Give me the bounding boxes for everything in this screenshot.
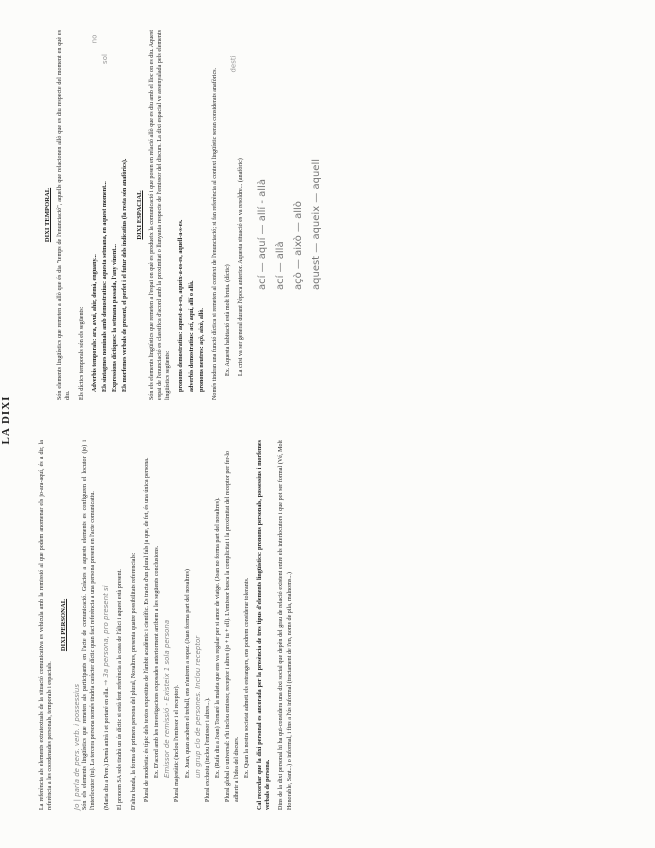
personal-heading: DIXI PERSONAL	[60, 598, 68, 652]
margin-note-2: sol	[100, 54, 109, 64]
intro-paragraph: La referència als elements extratextuals de la situació comunicativa es vehicula amb la remissió al que podem anomenar els jo-ara-aquí, és a dir, la referència a les coordenades personals, temporals i espacials.	[39, 440, 54, 810]
espacial-item: adverbis demostratius: ací, aquí, allí o allà.	[188, 280, 195, 392]
espacial-list	[177, 30, 206, 400]
margin-note-1: no	[90, 34, 99, 44]
temporal-list-intro: Els díctics temporals són els següents:	[78, 306, 85, 400]
plural-list	[143, 440, 251, 810]
plural-majestatic-example: Ex. Juan, quan acabem el treball, ens n'anirem a sopar. (Juan forma part del nosaltres)	[184, 569, 191, 778]
temporal-paragraph: Són elements lingüístics que remeten a allò que és dia "temps de l'enunciació", aquells que relacionen allò que es diu respecte del moment en què es diu.	[57, 30, 72, 400]
rotated-document	[0, 29, 638, 810]
temporal-item: Els morfemes verbals de present, el perfet i el futur dels indicatius (la resta són anafòrics).	[122, 158, 129, 392]
margin-note-3: desti	[229, 55, 238, 73]
recordar-paragraph: Cal recordar que la dixi personal es ancorada per la presència de tres tipus d'elements lingüístics: pronoms personals, possessius i morfemes verbals de persona.	[257, 440, 272, 810]
plural-global-example: Ex. Quan la nostra societat admeti els estrangers, ens podrem considerar tolerants.	[243, 577, 250, 778]
document-title: LA DIXI	[0, 395, 12, 445]
personal-example-text: (Maria diu a Pere.) Demà anirà i et portaré en ella.	[104, 687, 111, 810]
temporal-item: Els sintagmes nominals amb demostratius: aquesta setmana, en aquest moment...	[102, 181, 109, 392]
right-column	[38, 30, 326, 400]
temporal-heading: DIXI TEMPORAL	[44, 187, 51, 243]
handwritten-line: aquest — aqueix — aquell	[310, 159, 322, 290]
plural-exclusiu: Plural exclusiu (inclou l'emissor i altres...).	[205, 697, 212, 802]
temporal-item: Adverbis temporals: ara, avui, ahir, demà, enguany...	[91, 254, 98, 392]
personal-paragraph-2: El pronom SA sols tindrà un ús díctic si està fent referència a la casa de l'àlici i aquest està present.	[117, 569, 124, 810]
personal-example	[102, 440, 111, 810]
handwritten-note-3: Emissor de remissió - Existeix 1 sola persona	[163, 619, 172, 778]
espacial-paragraph-1: Són els elements lingüístics que remeten a l'espai on què es produeix la comunicació i que posen en relació allò que es diu amb el lloc on es diu. Aquest espai de l'enunciació es classifica d'acord amb la proximitat o llunyania respecte de l'emissor del discurs. La dixi espacial ve assenyalada pels elements lingüístics següents:	[148, 29, 172, 400]
espacial-example: Ex. Aquesta habitació està molt bruta. (díctic)	[225, 264, 232, 376]
espacial-item: pronoms neutres: açò, això, allò.	[198, 308, 205, 392]
plural-global: Plural global o universal: s'hi inclou emissor, receptor i altres (jo + tu + ell). L'emissor busca la complicitat i la proximitat del receptor per fer-lo adherir a l'idea del discurs.	[225, 450, 240, 802]
temporal-item: Expressions díctiques: la setmana passada, l'any vinent...	[112, 244, 119, 392]
espacial-paragraph-2: Només tindran una funció díctica si remeten al context de l'enunciació; si fan referència al context lingüístic seran considerats anafòrics.	[212, 67, 219, 400]
handwritten-note-2: → 3a persona, pro present si	[102, 585, 111, 686]
handwritten-line: ací — aquí — allí - allà	[256, 179, 268, 290]
handwritten-note-4: un grup clo de persones. Inclou receptor	[193, 635, 202, 778]
plural-majestatic: Plural majestàtic (inclou l'emissor i el receptor).	[174, 684, 181, 802]
handwritten-note-1: Jo | parla de pers. verb. i possessius	[72, 684, 81, 810]
plural-modestia-example: Ex. D'acord amb les investigacions exposades anteriorment arribem a les següents conclusions.	[154, 545, 161, 778]
left-column	[38, 440, 299, 810]
plural-exclusiu-example: Ex. (Rafa diu a Joan) Tornaré la maleta que ens va regalar per si amor de viatge. (Joan no forma part del nosaltres).	[215, 497, 222, 778]
handwritten-line: ací — allà	[274, 241, 286, 290]
social-paragraph: Dins de la dixi personal hi ha qui-considera una dixi social que depèn del grau de relació existent entre els interlocutors i que pot ser formal (Vé, Molt Honorable, Sant...) o informal, i fins a l'ús informal (tractament de i'en, noms de pila, malnoms...)	[278, 440, 293, 810]
plural-modestia: Plural de modèstia: és típic dels textos expositius de l'àmbit acadèmic i científic. Es tracta d'un plural fals ja que, de fet, és una única persona.	[143, 457, 150, 802]
espacial-item: pronoms demostratius: aquest-a-s-es, aqueix-a-os-es, aquell-a-s-es.	[178, 219, 185, 392]
espacial-heading: DIXI ESPACIAL	[135, 190, 143, 240]
temporal-list	[91, 30, 130, 400]
personal-paragraph-1: Són els elements lingüístics que remeten als participants en l'acte de comunicació. Gràcies a aquests elements es configuren el locutor (jo) i l'interlocutor (tu). La tercera persona només tindria caràcter díctic quan faci referència a una persona present en l'acte comunicatiu.	[81, 440, 97, 810]
espacial-example-2: La crisi va ser general durant l'època anterior. Aquesta situació es va resoldre... (anafòric)	[238, 158, 245, 376]
handwritten-demonstratives	[254, 30, 326, 290]
handwritten-line: açò — això — allò	[292, 201, 304, 290]
personal-paragraph-3: D'altra banda, la forma de primera persona del plural, Nosaltres, presenta quatre possibilitats referencials:	[130, 552, 137, 810]
